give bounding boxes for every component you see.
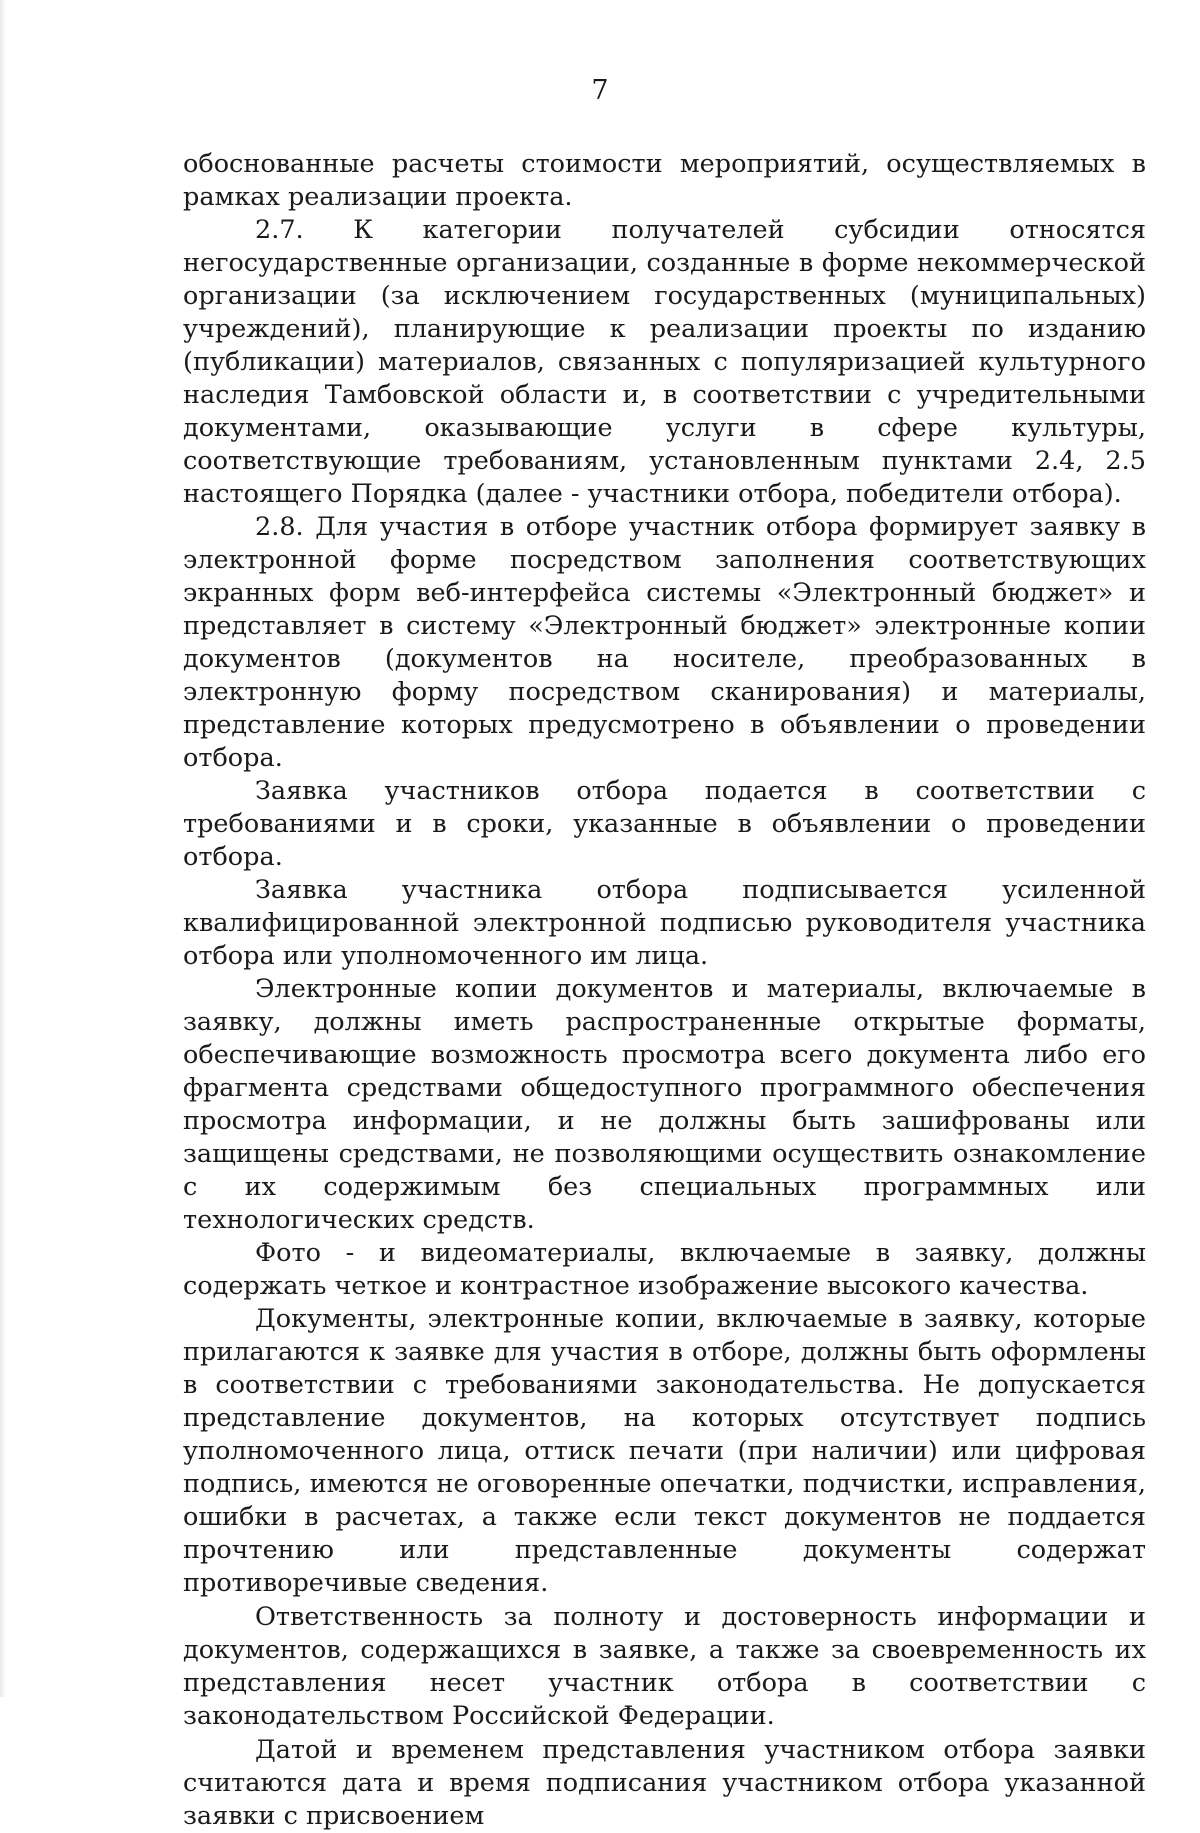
paragraph-2-8: 2.8. Для участия в отборе участник отбора формирует заявку в электронной форме посредством заполнения соответствующих экранных форм веб-интерфейса системы «Электронный бюджет» и представляет в систему «Электронный бюджет» электронные копии документов (документов на носителе, преобразованных в электронную форму посредством сканирования) и материалы, представление которых предусмотрено в объявлении о проведении отбора. [183, 512, 1146, 773]
paragraph-electronic-copies: Электронные копии документов и материалы, включаемые в заявку, должны иметь распространенные открытые форматы, обеспечивающие возможность просмотра всего документа либо его фрагмента средствами общедоступного программного обеспечения просмотра информации, и не должны быть зашифрованы или защищены средствами, не позволяющими осуществить ознакомление с их содержимым без специальных программных или технологических средств. [183, 974, 1146, 1235]
paragraph-application-submission: Заявка участников отбора подается в соответствии с требованиями и в сроки, указанные в объявлении о проведении отбора. [183, 776, 1146, 872]
paragraph-documents-requirements: Документы, электронные копии, включаемые в заявку, которые прилагаются к заявке для участия в отборе, должны быть оформлены в соответствии с требованиями законодательства. Не допускается представление документов, на которых отсутствует подпись уполномоченного лица, оттиск печати (при наличии) или цифровая подпись, имеются не оговоренные опечатки, подчистки, исправления, ошибки в расчетах, а также если текст документов не поддается прочтению или представленные документы содержат противоречивые сведения. [183, 1304, 1146, 1598]
scan-edge [0, 0, 6, 1697]
paragraph-date-time: Датой и временем представления участником отбора заявки считаются дата и время подписания участником отбора указанной заявки с присвоением [183, 1735, 1146, 1831]
paragraph-continuation: обоснованные расчеты стоимости мероприятий, осуществляемых в рамках реализации проекта. [183, 149, 1146, 212]
paragraph-2-7: 2.7. К категории получателей субсидии относятся негосударственные организации, созданные в форме некоммерческой организации (за исключением государственных (муниципальных) учреждений), планирующие к реализации проекты по изданию (публикации) материалов, связанных с популяризацией культурного наследия Тамбовской области и, в соответствии с учредительными документами, оказывающие услуги в сфере культуры, соответствующие требованиям, установленным пунктами 2.4, 2.5 настоящего Порядка (далее - участники отбора, победители отбора). [183, 215, 1146, 509]
paragraph-photo-video: Фото - и видеоматериалы, включаемые в заявку, должны содержать четкое и контрастное изображение высокого качества. [183, 1238, 1146, 1301]
document-body [183, 148, 1146, 1833]
paragraph-responsibility: Ответственность за полноту и достоверность информации и документов, содержащихся в заявке, а также за своевременность их представления несет участник отбора в соответствии с законодательством Российской Федерации. [183, 1602, 1146, 1731]
page-number: 7 [591, 75, 609, 106]
paragraph-application-signature: Заявка участника отбора подписывается усиленной квалифицированной электронной подписью руководителя участника отбора или уполномоченного им лица. [183, 875, 1146, 971]
